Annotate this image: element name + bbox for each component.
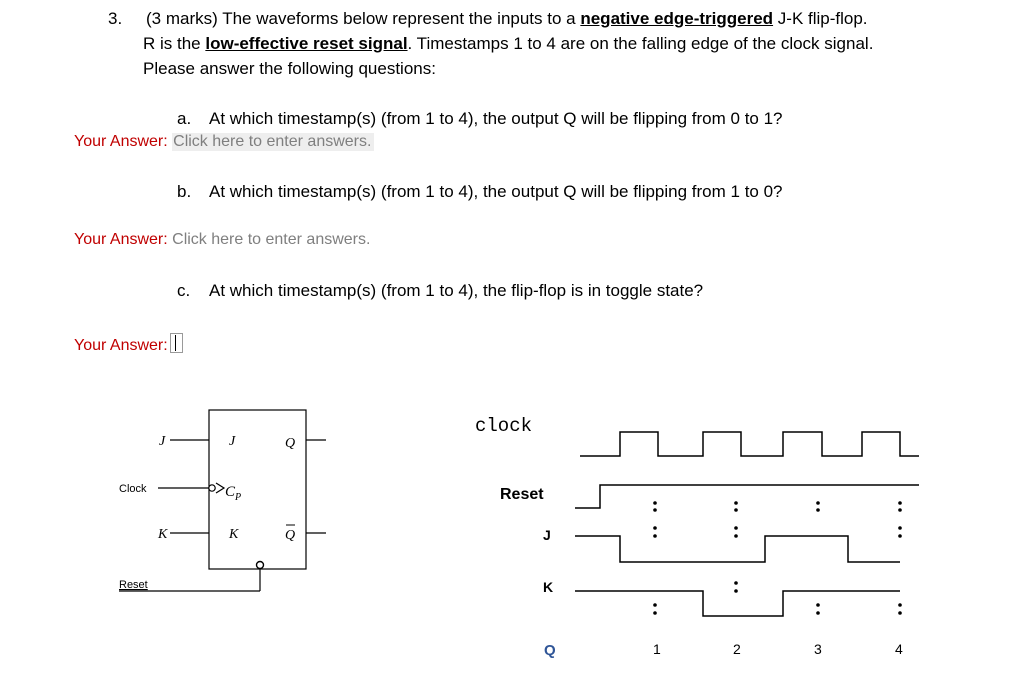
question-marks: (3 marks): [146, 9, 218, 28]
clock-signal-label: clock: [475, 415, 533, 437]
part-a-question: At which timestamp(s) (from 1 to 4), the output Q will be flipping from 0 to 1?: [209, 109, 783, 128]
answer-label: Your Answer:: [74, 231, 168, 248]
j-input-label: J: [159, 434, 166, 449]
timestamp-4: 4: [895, 641, 903, 657]
part-b-answer-row: [74, 231, 370, 249]
timestamp-2: 2: [733, 641, 741, 657]
answer-label: Your Answer:: [74, 133, 168, 150]
clock-triangle-icon: [216, 483, 224, 493]
cp-pin-label: $C_P$: [225, 484, 242, 503]
timestamp-1: 1: [653, 641, 661, 657]
reset-waveform: [575, 485, 919, 508]
part-b-letter: b.: [177, 182, 192, 201]
part-a-letter: a.: [177, 109, 192, 128]
reset-signal-label: Reset: [500, 486, 544, 503]
part-b-answer-field[interactable]: Click here to enter answers.: [172, 231, 371, 248]
question-line-1: (3 marks) The waveforms below represent the inputs to a negative edge-triggered J-K flip-flop.: [146, 9, 868, 28]
part-c-question: At which timestamp(s) (from 1 to 4), the flip-flop is in toggle state?: [209, 281, 704, 300]
timestamp-markers: [653, 501, 902, 615]
part-c-letter: c.: [177, 281, 191, 300]
part-a-answer-field[interactable]: Click here to enter answers.: [172, 133, 374, 151]
question-number: 3.: [108, 9, 123, 28]
qbar-pin-label: Q: [285, 528, 296, 543]
part-c-answer-field[interactable]: [170, 333, 183, 353]
j-waveform: [575, 536, 900, 562]
timing-diagram: [460, 405, 930, 675]
clock-waveform: [580, 432, 919, 456]
clock-input-label: Clock: [119, 483, 147, 495]
part-a-answer-row: [74, 133, 374, 151]
question-line-3: Please answer the following questions:: [143, 59, 436, 78]
q-pin-label: Q: [285, 436, 296, 451]
q-signal-label: Q: [544, 642, 556, 659]
reset-emphasis: low-effective reset signal: [205, 34, 408, 53]
negative-edge-emphasis: negative edge-triggered: [580, 9, 774, 28]
answer-label: Your Answer:: [74, 337, 168, 354]
negation-bubble-icon: [209, 485, 215, 491]
part-c-answer-row: [74, 333, 183, 355]
j-pin-label: J: [229, 434, 236, 449]
jk-flipflop-symbol: [100, 405, 360, 605]
question-line-2: R is the low-effective reset signal. Timestamps 1 to 4 are on the falling edge of the clock signal.: [143, 34, 874, 53]
reset-input-label: Reset: [119, 579, 148, 591]
k-input-label: K: [158, 527, 168, 542]
reset-bubble-icon: [257, 562, 264, 569]
flipflop-body: [209, 410, 306, 569]
j-signal-label: J: [543, 527, 551, 543]
k-pin-label: K: [229, 527, 239, 542]
timestamp-3: 3: [814, 641, 822, 657]
k-signal-label: K: [543, 579, 554, 595]
part-b-question: At which timestamp(s) (from 1 to 4), the output Q will be flipping from 1 to 0?: [209, 182, 783, 201]
k-waveform: [575, 591, 900, 616]
